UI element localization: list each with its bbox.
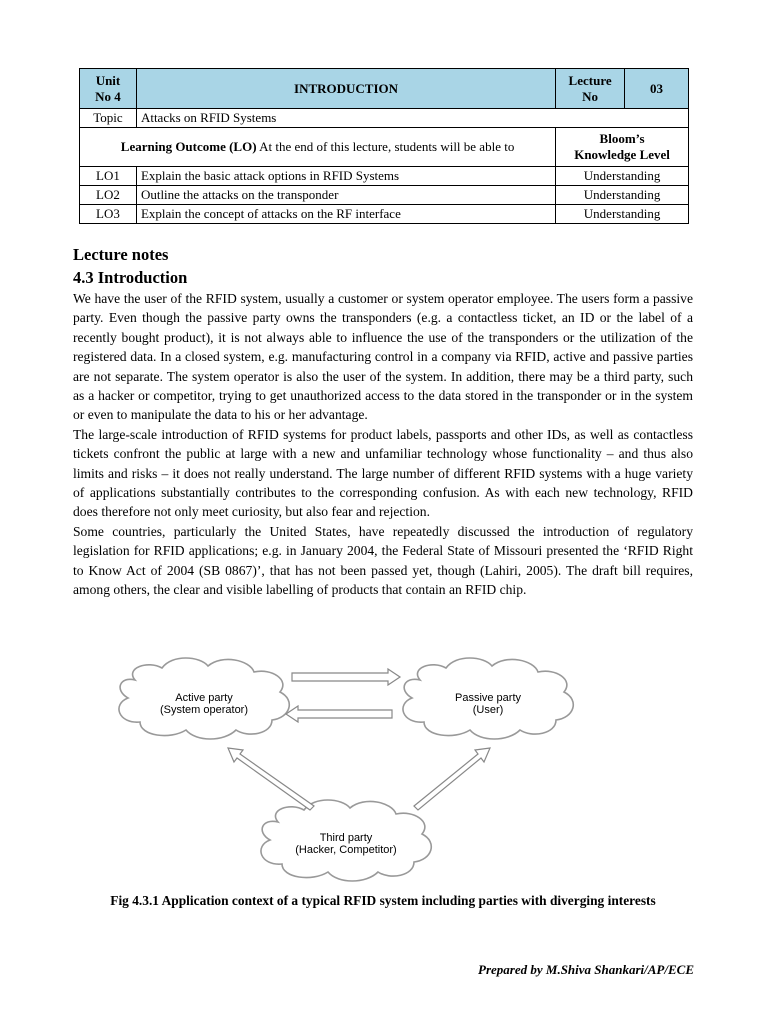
paragraph: We have the user of the RFID system, usually a customer or system operator employee. The users form a passive party. Even though the passive party owns the transponders (e.g. a contactless ticket, an ID or the label of a recently bought product), it is not always able to influence the use of the transponders or the utilization of the registered data. In a closed system, e.g. manufacturing control in a company via RFID, active and passive parties are not separate. The system operator is also the user of the system. In addition, there may be a third party, such as a hacker or competitor, trying to get unauthorized access to the data stored in the transponder or in the system or even to manipulate the data to his or her advantage. [73, 291, 693, 423]
blooms-line1: Bloom’s [599, 131, 645, 146]
lo-level: Understanding [556, 186, 689, 205]
footer-credit: Prepared by M.Shiva Shankari/AP/ECE [478, 962, 694, 977]
third-party-cloud [261, 800, 431, 881]
figure-caption: Fig 4.3.1 Application context of a typical RFID system including parties with diverging interests [110, 893, 656, 908]
lo-text: Explain the concept of attacks on the RF interface [136, 205, 555, 224]
lo-text: Outline the attacks on the transponder [136, 186, 555, 205]
lecture-line1: Lecture [568, 72, 612, 88]
lo-label-rest: At the end of this lecture, students will be able to [256, 139, 515, 154]
arrow-third-to-passive [414, 748, 490, 810]
lo-id: LO3 [80, 205, 137, 224]
unit-line2: No 4 [95, 88, 121, 104]
lo-level: Understanding [556, 205, 689, 224]
arrow-active-to-passive [292, 669, 400, 685]
lo-level: Understanding [556, 167, 689, 186]
lecture-number: 03 [625, 69, 689, 109]
passive-party-role: (User) [472, 704, 504, 716]
active-party-role: (System operator) [159, 704, 249, 716]
topic-label: Topic [80, 109, 137, 128]
blooms-line2: Knowledge Level [574, 147, 670, 162]
third-party-role: (Hacker, Competitor) [295, 844, 397, 856]
passive-party-label: Passive party [454, 692, 522, 704]
paragraph: The large-scale introduction of RFID systems for product labels, passports and other IDs, as well as contactless tickets confront the public at large with a new and unfamiliar technology whose functionality – and thus also limits and risks – it does not really understand. The large number of different RFID systems with a huge variety of applications substantially contributes to the corresponding confusion. As with each new technology, RFID does therefore not only meet curiosity, but also fear and rejection. [73, 426, 693, 520]
lecture-line2: No [582, 88, 599, 104]
arrow-third-to-active [228, 748, 314, 810]
lo-label-bold: Learning Outcome (LO) [120, 139, 257, 154]
lo-id: LO2 [80, 186, 137, 205]
active-party-label: Active party [175, 692, 233, 704]
unit-line1: Unit [95, 72, 121, 88]
section-heading: 4.3 Introduction [73, 268, 188, 287]
paragraph: Some countries, particularly the United States, have repeatedly discussed the introduction of regulatory legislation for RFID applications; e.g. in January 2004, the Federal State of Missouri presented the ‘RFID Right to Know Act of 2004 (SB 0867)’, that has not been passed yet, though (Lahiri, 2005). The draft bill requires, among others, the clear and visible labelling of products that contain an RFID chip. [73, 523, 693, 598]
topic-value: Attacks on RFID Systems [136, 109, 688, 128]
lo-id: LO1 [80, 167, 137, 186]
arrow-passive-to-active [286, 706, 392, 722]
active-party-cloud [119, 658, 289, 739]
third-party-label: Third party [319, 832, 373, 844]
lo-text: Explain the basic attack options in RFID Systems [136, 167, 555, 186]
passive-party-cloud [403, 658, 573, 739]
lecture-notes-heading: Lecture notes [73, 245, 169, 264]
unit-title: INTRODUCTION [136, 69, 555, 109]
